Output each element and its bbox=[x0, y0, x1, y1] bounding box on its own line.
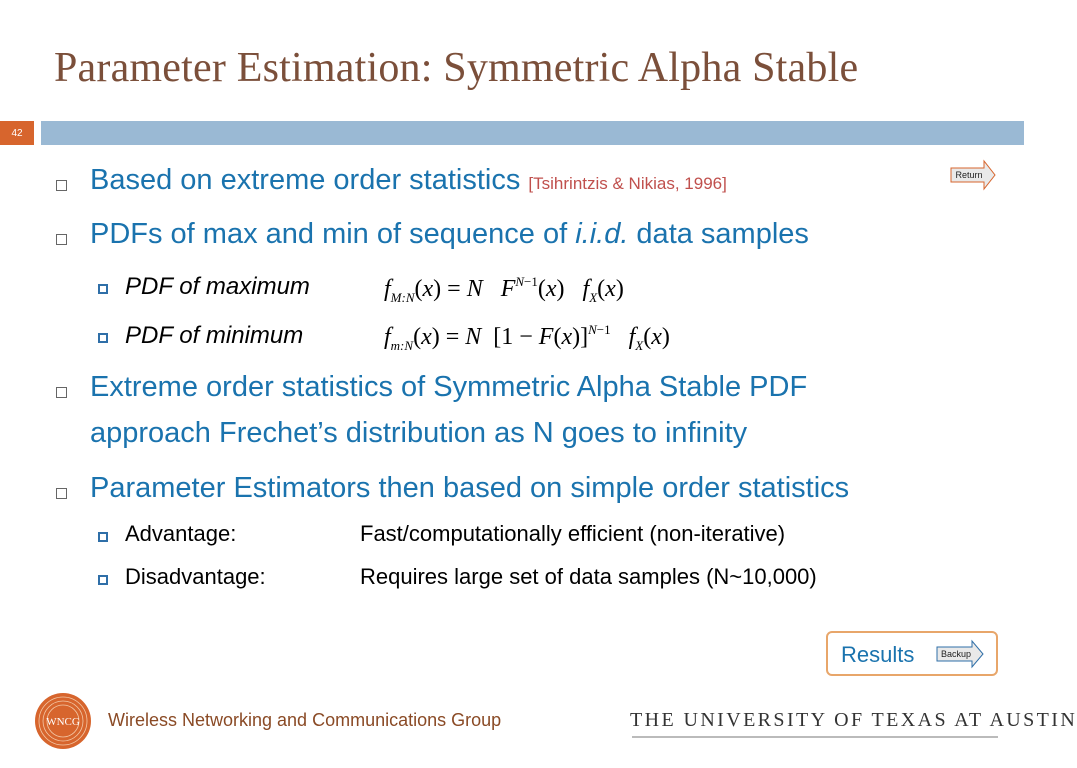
footer-university: THE UNIVERSITY OF TEXAS AT AUSTIN bbox=[630, 709, 1077, 731]
footer-group-name: Wireless Networking and Communications Group bbox=[108, 710, 502, 730]
bullet-square-icon bbox=[56, 387, 67, 398]
bullet-2-pre: PDFs of max and min of sequence of bbox=[90, 218, 576, 250]
sub-bullet-icon bbox=[98, 532, 108, 542]
sub-bullet-icon bbox=[98, 575, 108, 585]
slide-number: 42 bbox=[0, 121, 34, 145]
bullet-3-line-1: Extreme order statistics of Symmetric Alpha Stable PDF bbox=[90, 371, 808, 403]
logo-text: WNCG bbox=[46, 716, 80, 728]
bullet-4: Parameter Estimators then based on simple order statistics bbox=[90, 472, 850, 504]
bullet-square-icon bbox=[56, 488, 67, 499]
bullet-square-icon bbox=[56, 180, 67, 191]
sub-bullet-max: PDF of maximum bbox=[125, 273, 310, 300]
return-button[interactable] bbox=[950, 160, 996, 190]
results-link[interactable]: Results bbox=[841, 642, 915, 667]
disadvantage-value: Requires large set of data samples (N~10,000) bbox=[360, 564, 817, 589]
bullet-2-post: data samples bbox=[628, 218, 809, 250]
backup-button[interactable] bbox=[936, 640, 984, 668]
wncg-logo bbox=[34, 692, 92, 750]
footer-divider bbox=[632, 736, 998, 738]
bullet-2 bbox=[90, 218, 809, 251]
disadvantage-label: Disadvantage: bbox=[125, 564, 266, 589]
sub-bullet-icon bbox=[98, 333, 108, 343]
bullet-1 bbox=[90, 164, 727, 197]
bullet-3-line-2: approach Frechet’s distribution as N goes to infinity bbox=[90, 417, 748, 449]
bullet-1-text: Based on extreme order statistics bbox=[90, 164, 521, 196]
advantage-label: Advantage: bbox=[125, 521, 237, 546]
bullet-square-icon bbox=[56, 234, 67, 245]
backup-label: Backup bbox=[940, 649, 972, 659]
sub-bullet-min: PDF of minimum bbox=[125, 322, 304, 349]
results-box bbox=[826, 631, 998, 676]
slide-title: Parameter Estimation: Symmetric Alpha Stable bbox=[54, 45, 859, 91]
return-label: Return bbox=[955, 170, 983, 180]
bullet-2-em: i.i.d. bbox=[575, 218, 629, 250]
sub-bullet-icon bbox=[98, 284, 108, 294]
min-pdf-equation: $f_{m:N}(x) = N$ $[1 - F(x)]^{N-1}$ $f_X(x)$ bbox=[384, 322, 670, 353]
max-pdf-equation: $f_{M:N}(x) = N$ $F^{N-1}(x)$ $f_X(x)$ bbox=[384, 274, 624, 305]
advantage-value: Fast/computationally efficient (non-iterative) bbox=[360, 521, 786, 546]
citation: [Tsihrintzis & Nikias, 1996] bbox=[528, 174, 727, 193]
